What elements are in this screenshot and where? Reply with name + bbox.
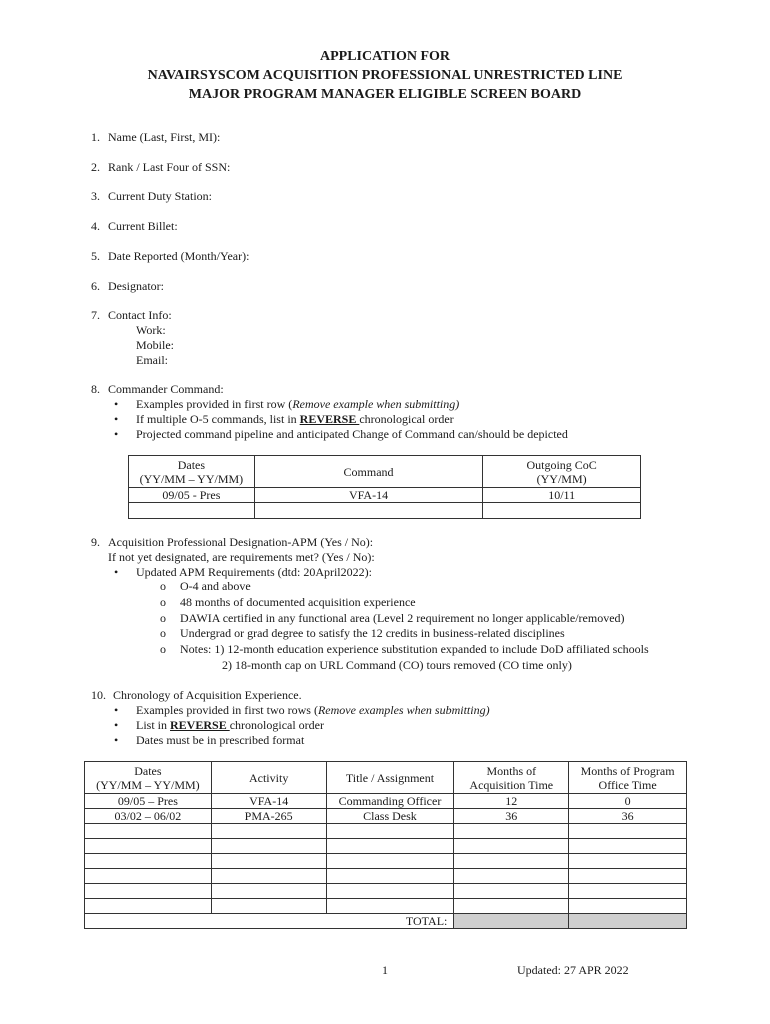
section9-bullet — [110, 565, 372, 580]
field-number: 10. — [91, 688, 106, 702]
field-label: Designator: — [108, 279, 164, 293]
cell-command[interactable] — [254, 503, 483, 519]
sub-item-text: 48 months of documented acquisition experience — [180, 595, 416, 609]
sub-item-text: Notes: 1) 12-month education experience substitution expanded to include DoD affiliated schools — [180, 642, 649, 656]
bullet-text: Examples provided in first two rows ( — [136, 703, 318, 717]
section9-sub-item — [160, 642, 649, 657]
cell-months-acq[interactable] — [454, 884, 569, 899]
contact-info-heading — [91, 308, 172, 323]
command-table — [128, 455, 641, 519]
header-command: Command — [254, 456, 483, 488]
chronology-table — [84, 761, 687, 929]
total-months-po — [569, 914, 687, 929]
field-label: Name (Last, First, MI): — [108, 130, 221, 144]
field-number: 5. — [91, 249, 100, 263]
cell-months-acq[interactable] — [454, 824, 569, 839]
cell-months-po[interactable]: 0 — [569, 794, 687, 809]
field-number: 8. — [91, 382, 100, 396]
cell-title[interactable] — [326, 899, 454, 914]
cell-title[interactable] — [326, 869, 454, 884]
field-label: Current Billet: — [108, 219, 178, 233]
field-number: 3. — [91, 189, 100, 203]
cell-activity[interactable] — [211, 854, 326, 869]
field-label: Chronology of Acquisition Experience. — [113, 688, 302, 702]
sub-item-text: DAWIA certified in any functional area (Level 2 requirement no longer applicable/removed) — [180, 611, 625, 625]
field-number: 1. — [91, 130, 100, 144]
cell-activity[interactable] — [211, 899, 326, 914]
section8-bullet-2 — [110, 412, 454, 427]
cell-activity[interactable] — [211, 824, 326, 839]
cell-months-acq[interactable]: 36 — [454, 809, 569, 824]
bullet-text: chronological order — [229, 718, 324, 732]
bullet-text: Examples provided in first row ( — [136, 397, 293, 411]
cell-activity[interactable] — [211, 839, 326, 854]
cell-months-po[interactable] — [569, 869, 687, 884]
bullet-text: Projected command pipeline and anticipated Change of Command can/should be depicted — [136, 427, 568, 441]
section9-note-2: 2) 18-month cap on URL Command (CO) tours removed (CO time only) — [222, 658, 572, 672]
cell-months-acq[interactable] — [454, 869, 569, 884]
field-number: 2. — [91, 160, 100, 174]
field-label: Rank / Last Four of SSN: — [108, 160, 231, 174]
title-line-3: MAJOR PROGRAM MANAGER ELIGIBLE SCREEN BOARD — [188, 87, 582, 102]
header-outgoing-coc: Outgoing CoC (YY/MM) — [483, 456, 641, 488]
reverse-emphasis: REVERSE — [170, 718, 230, 732]
cell-dates[interactable] — [85, 854, 212, 869]
cell-title[interactable] — [326, 839, 454, 854]
table-row — [85, 869, 687, 884]
total-row — [85, 914, 687, 929]
cell-activity[interactable]: PMA-265 — [211, 809, 326, 824]
table-row — [85, 884, 687, 899]
table-header-row — [129, 456, 641, 488]
cell-activity[interactable] — [211, 869, 326, 884]
section9-heading — [91, 535, 373, 550]
cell-dates[interactable]: 09/05 - Pres — [129, 488, 255, 503]
bullet-emphasis: Remove examples when submitting) — [317, 703, 490, 717]
sub-item-text: O-4 and above — [180, 579, 251, 593]
section9-sub-item — [160, 626, 565, 641]
table-row — [85, 899, 687, 914]
bullet-icon: • — [114, 703, 119, 717]
cell-months-po[interactable] — [569, 824, 687, 839]
page-number: 1 — [382, 963, 388, 977]
bullet-text: chronological order — [359, 412, 454, 426]
section8-bullet-3 — [110, 427, 568, 442]
table-row — [85, 839, 687, 854]
total-months-acq — [454, 914, 569, 929]
cell-dates[interactable] — [85, 839, 212, 854]
cell-activity[interactable] — [211, 884, 326, 899]
cell-dates[interactable] — [85, 884, 212, 899]
bullet-text: List in — [136, 718, 171, 732]
title-line-1: APPLICATION FOR — [319, 49, 451, 64]
sub-bullet-icon: o — [160, 642, 166, 656]
bullet-text: If multiple O-5 commands, list in — [136, 412, 300, 426]
contact-work-field[interactable]: Work: — [136, 323, 166, 337]
cell-months-acq[interactable] — [454, 899, 569, 914]
field-rank-ssn[interactable] — [91, 160, 230, 175]
cell-months-acq[interactable] — [454, 854, 569, 869]
sub-item-text: Undergrad or grad degree to satisfy the 12 credits in business-related disciplines — [180, 626, 565, 640]
cell-months-po[interactable]: 36 — [569, 809, 687, 824]
section8-bullet-1 — [110, 397, 459, 412]
cell-title[interactable]: Commanding Officer — [326, 794, 454, 809]
cell-dates[interactable]: 03/02 – 06/02 — [85, 809, 212, 824]
field-number: 9. — [91, 535, 100, 549]
field-date-reported[interactable] — [91, 249, 249, 264]
table-row — [85, 809, 687, 824]
field-label: Current Duty Station: — [108, 189, 212, 203]
cell-months-po[interactable] — [569, 884, 687, 899]
cell-title[interactable] — [326, 824, 454, 839]
bullet-emphasis: Remove example when submitting) — [292, 397, 460, 411]
updated-date: Updated: 27 APR 2022 — [517, 963, 629, 977]
cell-months-acq[interactable]: 12 — [454, 794, 569, 809]
bullet-text: Dates must be in prescribed format — [136, 733, 305, 747]
section8-heading — [91, 382, 224, 397]
table-row — [85, 794, 687, 809]
field-name[interactable] — [91, 130, 220, 145]
cell-activity[interactable]: VFA-14 — [211, 794, 326, 809]
field-label: Contact Info: — [108, 308, 172, 322]
header-months-program-office: Months of Program Office Time — [569, 762, 687, 794]
section9-question: If not yet designated, are requirements met? (Yes / No): — [108, 550, 375, 564]
field-duty-station[interactable] — [91, 189, 212, 204]
cell-dates[interactable] — [85, 899, 212, 914]
bullet-icon: • — [114, 397, 119, 411]
cell-months-acq[interactable] — [454, 839, 569, 854]
cell-title[interactable] — [326, 854, 454, 869]
reverse-emphasis: REVERSE — [299, 412, 360, 426]
field-number: 4. — [91, 219, 100, 233]
cell-coc[interactable]: 10/11 — [483, 488, 641, 503]
section9-sub-item — [160, 611, 625, 626]
section10-bullet-2 — [110, 718, 324, 733]
cell-coc[interactable] — [483, 503, 641, 519]
field-label: Acquisition Professional Designation-APM (Yes / No): — [108, 535, 374, 549]
sub-bullet-icon: o — [160, 611, 166, 625]
field-label: Commander Command: — [108, 382, 224, 396]
cell-title[interactable] — [326, 884, 454, 899]
cell-dates[interactable] — [129, 503, 255, 519]
total-label: TOTAL: — [85, 914, 454, 929]
header-title-assignment: Title / Assignment — [326, 762, 454, 794]
contact-email-field[interactable]: Email: — [136, 353, 168, 367]
document-title — [0, 47, 770, 104]
table-header-row — [85, 762, 687, 794]
cell-title[interactable]: Class Desk — [326, 809, 454, 824]
field-label: Date Reported (Month/Year): — [108, 249, 250, 263]
cell-months-po[interactable] — [569, 839, 687, 854]
header-dates: Dates (YY/MM – YY/MM) — [129, 456, 255, 488]
table-row — [85, 824, 687, 839]
section9-sub-item — [160, 579, 251, 594]
header-dates: Dates (YY/MM – YY/MM) — [85, 762, 212, 794]
table-row — [129, 503, 641, 519]
cell-months-po[interactable] — [569, 854, 687, 869]
field-billet[interactable] — [91, 219, 178, 234]
table-row — [85, 854, 687, 869]
sub-bullet-icon: o — [160, 595, 166, 609]
bullet-text: Updated APM Requirements (dtd: 20April2022): — [136, 565, 372, 579]
table-row — [129, 488, 641, 503]
section10-bullet-3 — [110, 733, 304, 748]
bullet-icon: • — [114, 412, 119, 426]
sub-bullet-icon: o — [160, 579, 166, 593]
section9-sub-item — [160, 595, 416, 610]
header-activity: Activity — [211, 762, 326, 794]
cell-dates[interactable] — [85, 824, 212, 839]
header-months-acquisition: Months of Acquisition Time — [454, 762, 569, 794]
sub-bullet-icon: o — [160, 626, 166, 640]
contact-mobile-field[interactable]: Mobile: — [136, 338, 174, 352]
cell-command[interactable]: VFA-14 — [254, 488, 483, 503]
field-designator[interactable] — [91, 279, 164, 294]
title-line-2: NAVAIRSYSCOM ACQUISITION PROFESSIONAL UNRESTRICTED LINE — [147, 68, 623, 83]
bullet-icon: • — [114, 733, 119, 747]
cell-months-po[interactable] — [569, 899, 687, 914]
field-number: 7. — [91, 308, 100, 322]
bullet-icon: • — [114, 718, 119, 732]
section10-bullet-1 — [110, 703, 490, 718]
cell-dates[interactable] — [85, 869, 212, 884]
bullet-icon: • — [114, 565, 119, 579]
cell-dates[interactable]: 09/05 – Pres — [85, 794, 212, 809]
section10-heading — [91, 688, 302, 703]
field-number: 6. — [91, 279, 100, 293]
bullet-icon: • — [114, 427, 119, 441]
